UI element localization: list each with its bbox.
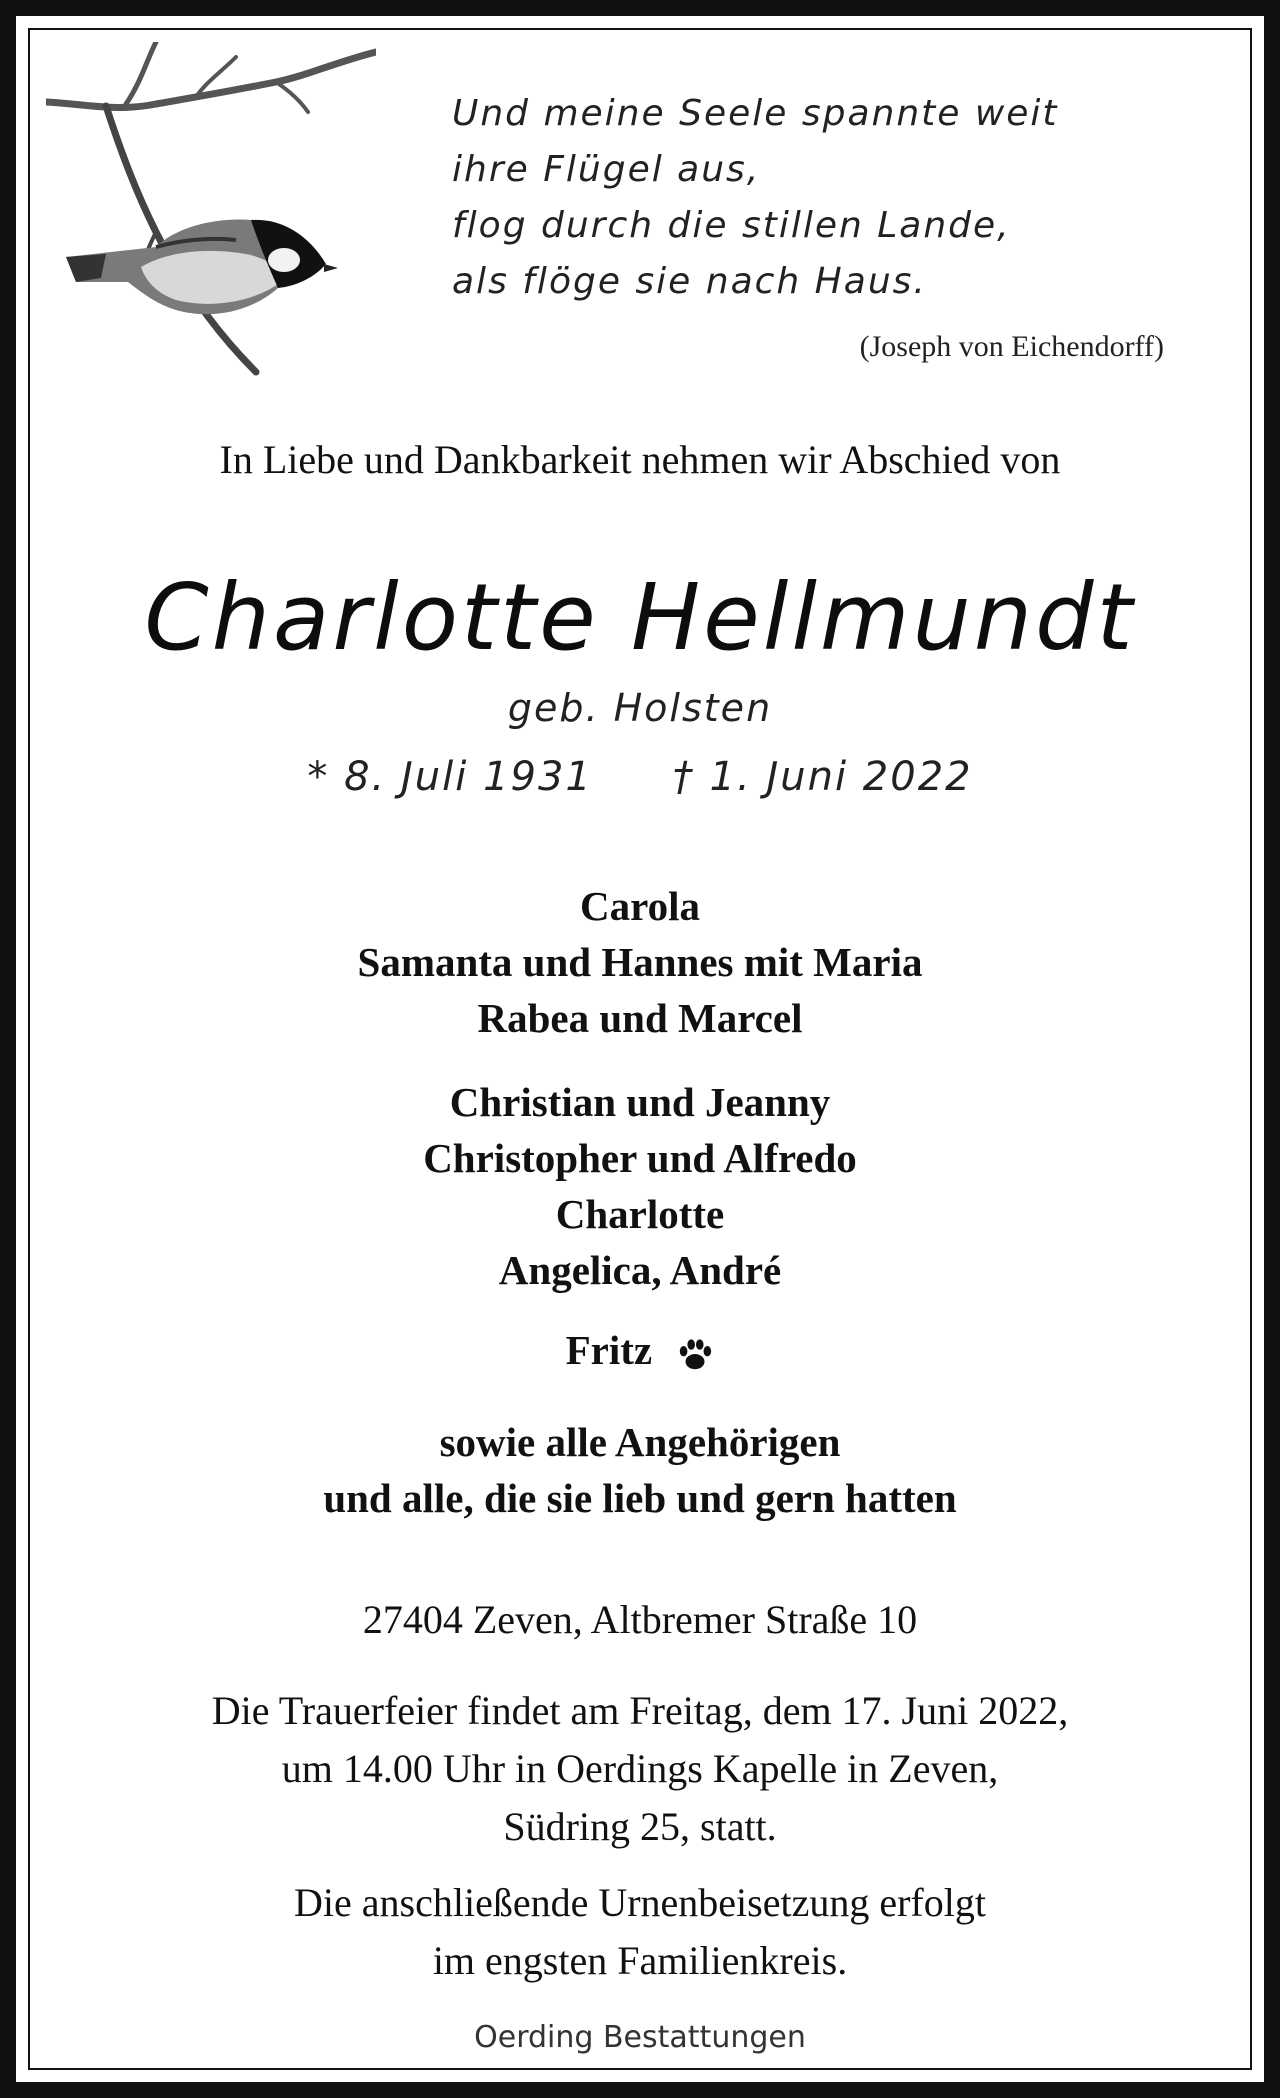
- intro-text: In Liebe und Dankbarkeit nehmen wir Abschied von: [219, 437, 1061, 482]
- mourner-line: Christian und Jeanny: [449, 1079, 831, 1125]
- poem-line: als flöge sie nach Haus.: [452, 261, 927, 302]
- pet-line: [56, 1326, 1224, 1374]
- mourner-line: Carola: [580, 883, 700, 929]
- mourner-line: Rabea und Marcel: [477, 995, 803, 1041]
- urn-burial-info: [56, 1874, 1224, 1990]
- poem-line: ihre Flügel aus,: [452, 149, 761, 190]
- life-dates: [56, 754, 1224, 800]
- mourner-line: sowie alle Angehörigen: [439, 1419, 841, 1465]
- mourners-group-1: [56, 878, 1224, 1046]
- deceased-name: Charlotte Hellmundt: [144, 564, 1136, 671]
- paw-icon: [676, 1336, 714, 1374]
- poem-author: (Joseph von Eichendorff): [859, 330, 1164, 363]
- undertaker-name: Oerding Bestattungen: [474, 2020, 806, 2055]
- address: 27404 Zeven, Altbremer Straße 10: [362, 1597, 918, 1642]
- poem-line: flog durch die stillen Lande,: [452, 205, 1011, 246]
- poem-line: Und meine Seele spannte weit: [452, 93, 1059, 134]
- mourner-line: Samanta und Hannes mit Maria: [357, 939, 923, 985]
- ceremony-line: Die Trauerfeier findet am Freitag, dem 17. Juni 2022,: [211, 1688, 1069, 1733]
- birth-date: * 8. Juli 1931: [307, 754, 593, 800]
- birth-name: geb. Holsten: [507, 686, 773, 730]
- mourner-line: Charlotte: [555, 1191, 725, 1237]
- mourners-group-2: [56, 1074, 1224, 1298]
- urn-line: im engsten Familienkreis.: [432, 1938, 848, 1983]
- bird-on-branch-illustration: [46, 42, 376, 382]
- death-date: † 1. Juni 2022: [672, 754, 973, 800]
- mourner-line: Angelica, André: [498, 1247, 782, 1293]
- poem: [452, 86, 1212, 310]
- mourner-line: Christopher und Alfredo: [423, 1135, 857, 1181]
- other-mourners: [56, 1414, 1224, 1526]
- ceremony-line: Südring 25, statt.: [503, 1804, 777, 1849]
- ceremony-info: [56, 1682, 1224, 1856]
- urn-line: Die anschließende Urnenbeisetzung erfolgt: [294, 1880, 986, 1925]
- mourner-line: und alle, die sie lieb und gern hatten: [323, 1475, 957, 1521]
- ceremony-line: um 14.00 Uhr in Oerdings Kapelle in Zeven,: [281, 1746, 999, 1791]
- pet-name: Fritz: [565, 1327, 653, 1373]
